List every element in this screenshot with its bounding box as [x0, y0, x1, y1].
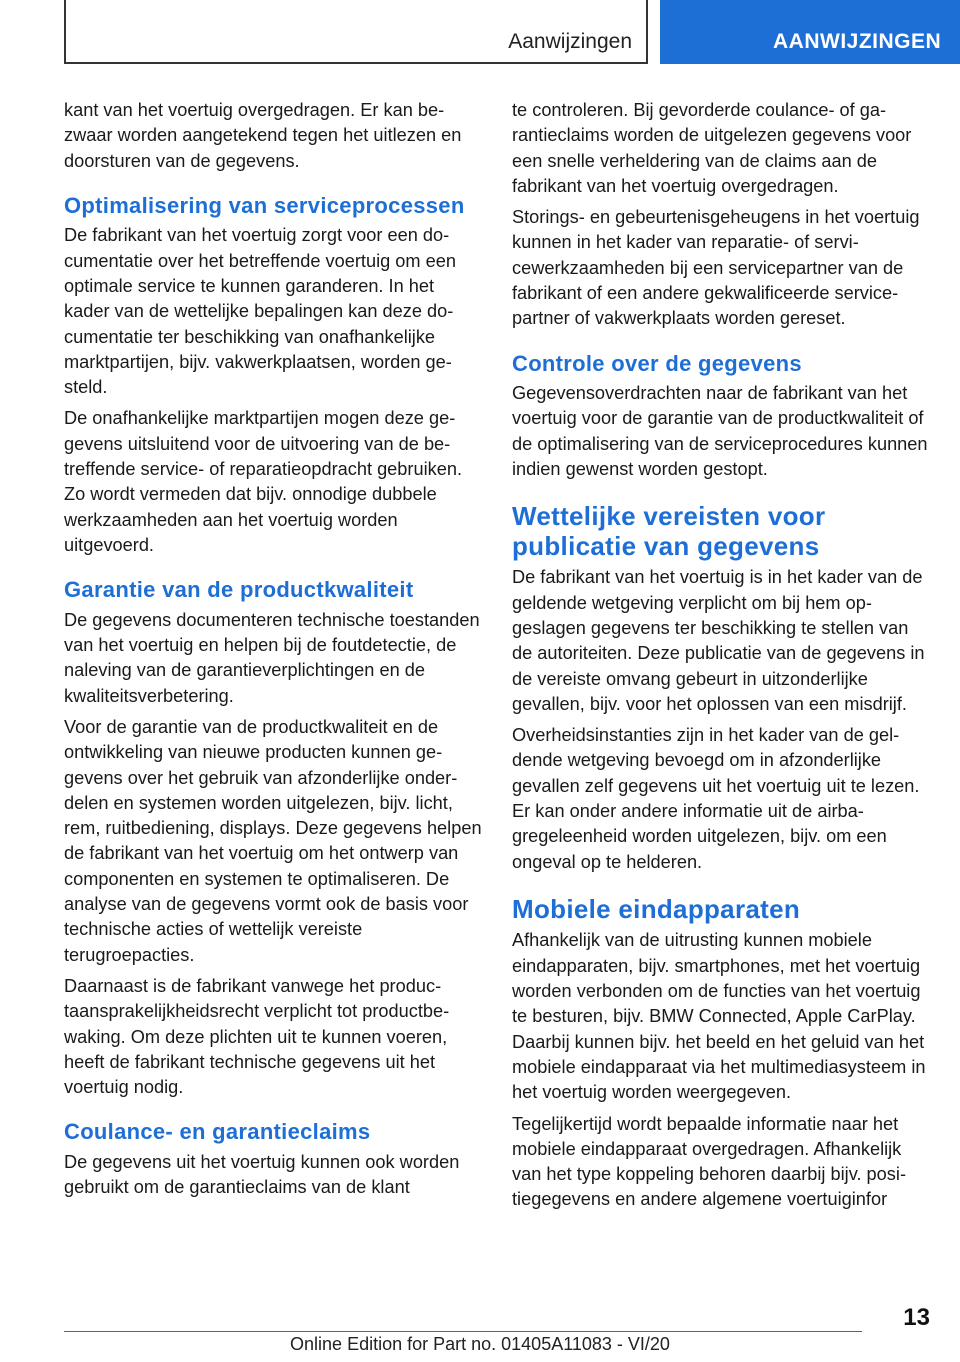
right-column — [512, 98, 930, 1219]
section-heading: Wettelijke vereisten voor publicatie van gegevens — [512, 501, 826, 561]
page-number: 13 — [903, 1304, 930, 1331]
paragraph: De onafhankelijke marktpartijen mogen deze gegevens uitsluitend voor de uitvoering van de betreffende service- of reparatieopdracht gebruiken. Zo wordt vermeden dat bijv. onnodige dubbele werkzaamheden aan het voertuig worden uitgevoerd. — [64, 408, 463, 555]
paragraph: Tegelijkertijd wordt bepaalde informatie naar het mobiele eindapparaat overgedragen. Afhankelijk van het type koppeling behoren daarbij bijv. positiegegevens en andere algemene voertuiginfor — [512, 1113, 906, 1210]
paragraph: Storings- en gebeurtenisgeheugens in het voertuig kunnen in het kader van reparatie- of servicewerkzaamheden bij een servicepartner van de fabrikant of een andere gekwalificeerde servicepartner of vakwerkplaats worden gereset. — [512, 207, 920, 329]
paragraph: Voor de garantie van de productkwaliteit en de ontwikkeling van nieuwe producten kunnen gegevens over het gebruik van afzonderlijke onderdelen en systemen worden uitgelezen, bijv. licht, rem, ruitbediening, displays. Deze gegevens helpen de fabrikant van het voertuig om het ontwerp van componenten en systemen te optimaliseren. De analyse van de gegevens vormt ook de basis voor technische acties of wettelijk vereiste terugroepacties. — [64, 716, 482, 965]
paragraph: Daarnaast is de fabrikant vanwege het productaansprakelijkheidsrecht verplicht tot productbewaking. Om deze plichten uit te kunnen voeren, heeft de fabrikant technische gegevens uit het voertuig nodig. — [64, 975, 450, 1098]
paragraph: De fabrikant van het voertuig is in het kader van de geldende wetgeving verplicht om bij hem opgeslagen gegevens ter beschikking te stellen van de autoriteiten. Deze publicatie van de gegevens in de vereiste omvang gebeurt in uitzonderlijke gevallen, bijv. voor het oplossen van een misdrijf. — [512, 567, 925, 714]
paragraph: De gegevens uit het voertuig kunnen ook worden gebruikt om de garantieclaims van de klant — [64, 1151, 460, 1198]
paragraph: Overheidsinstanties zijn in het kader van de geldende wetgeving bevoegd om in afzonderlijke gevallen zelf gegevens uit het voertuig uit te lezen. Er kan onder andere informatie uit de airbagregeleenheid worden uitgelezen, bijv. om een ongeval op te helderen. — [512, 725, 920, 872]
left-column — [64, 98, 482, 1206]
section-heading: Garantie van de productkwaliteit — [64, 577, 414, 603]
paragraph: De gegevens documenteren technische toestanden van het voertuig en helpen bij de foutdetectie, de naleving van de garantieverplichtingen en de kwaliteitsverbetering. — [64, 609, 480, 706]
section-heading: Mobiele eindapparaten — [512, 893, 801, 924]
paragraph: Gegevensoverdrachten naar de fabrikant van het voertuig voor de garantie van de productkwaliteit of de optimalisering van de serviceprocedures kunnen indien gewenst worden gestopt. — [512, 383, 928, 480]
section-title: Aanwijzingen — [508, 30, 632, 53]
chapter-tab: AANWIJZINGEN — [660, 0, 960, 64]
paragraph: kant van het voertuig overgedragen. Er kan bezwaar worden aangetekend tegen het uitlezen en doorsturen van de gegevens. — [64, 100, 462, 171]
section-heading: Controle over de gegevens — [512, 350, 802, 376]
paragraph: De fabrikant van het voertuig zorgt voor een documentatie over het betreffende voertuig om een optimale service te kunnen garanderen. In het kader van de wettelijke bepalingen kan deze documentatie ter beschikking van onafhankelijke marktpartijen, bijv. vakwerkplaatsen, worden gesteld. — [64, 225, 456, 398]
footer-divider — [64, 1331, 862, 1332]
page-header — [0, 0, 960, 66]
header-box — [64, 0, 648, 64]
paragraph: te controleren. Bij gevorderde coulance- of garantieclaims worden de uitgelezen gegevens voor een snelle verheldering van de claims aan de fabrikant van het voertuig overgedragen. — [512, 100, 912, 196]
section-heading: Coulance- en garantieclaims — [64, 1119, 371, 1145]
section-heading: Optimalisering van serviceprocessen — [64, 192, 465, 218]
edition-note: Online Edition for Part no. 01405A11083 - VI/20 — [290, 1334, 670, 1354]
paragraph: Afhankelijk van de uitrusting kunnen mobiele eindapparaten, bijv. smartphones, met het voertuig worden verbonden om de functies van het voertuig te besturen, bijv. BMW Connected, Apple CarPlay. Daarbij kunnen bijv. het beeld en het geluid van het mobiele eindapparaat via het multimediasysteem in het voertuig worden weergegeven. — [512, 930, 926, 1103]
